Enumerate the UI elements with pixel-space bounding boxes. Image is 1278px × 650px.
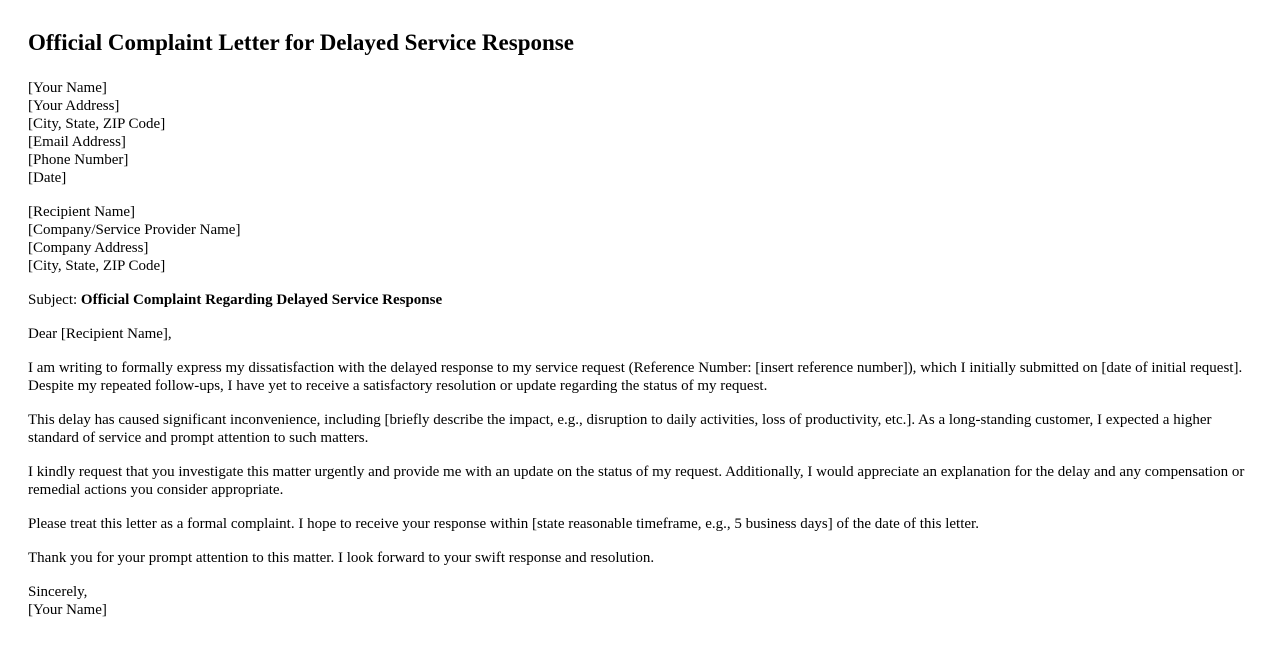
letter-date: [Date] [28,170,67,186]
closing-block [28,583,1250,619]
sender-name: [Your Name] [28,80,107,96]
body-paragraph: Thank you for your prompt attention to this matter. I look forward to your swift response and resolution. [28,550,655,566]
body-paragraph: I kindly request that you investigate this matter urgently and provide me with an update on the status of my request. Additionally, I would appreciate an explanation for the delay and any compensation or remedial actions you consider appropriate. [28,464,1245,498]
subject-text: Official Complaint Regarding Delayed Service Response [80,292,443,308]
signature: [Your Name] [28,602,107,618]
body-paragraph: Please treat this letter as a formal complaint. I hope to receive your response within [state reasonable timeframe, e.g., 5 business days] of the date of this letter. [28,516,979,532]
sender-city-state-zip: [City, State, ZIP Code] [28,116,166,132]
closing: Sincerely, [28,584,88,600]
body-paragraph: I am writing to formally express my dissatisfaction with the delayed response to my service request (Reference Number: [insert reference number]), which I initially submitted on [date of initial request]. Despite my repeated follow-ups, I have yet to receive a satisfactory resolution or update regarding the status of my request. [28,360,1243,394]
subject-label: Subject: [28,292,78,308]
sender-address: [Your Address] [28,98,120,114]
recipient-name: [Recipient Name] [28,204,136,220]
sender-block [28,79,1250,187]
page-title: Official Complaint Letter for Delayed Service Response [28,30,574,55]
body-paragraph: This delay has caused significant inconvenience, including [briefly describe the impact, e.g., disruption to daily activities, loss of productivity, etc.]. As a long-standing customer, I expected a higher standard of service and prompt attention to such matters. [28,412,1212,446]
recipient-block [28,203,1250,275]
sender-email: [Email Address] [28,134,126,150]
subject-line [28,291,1250,309]
recipient-city-state-zip: [City, State, ZIP Code] [28,258,166,274]
salutation: Dear [Recipient Name], [28,326,172,342]
recipient-address: [Company Address] [28,240,149,256]
recipient-company: [Company/Service Provider Name] [28,222,241,238]
sender-phone: [Phone Number] [28,152,129,168]
